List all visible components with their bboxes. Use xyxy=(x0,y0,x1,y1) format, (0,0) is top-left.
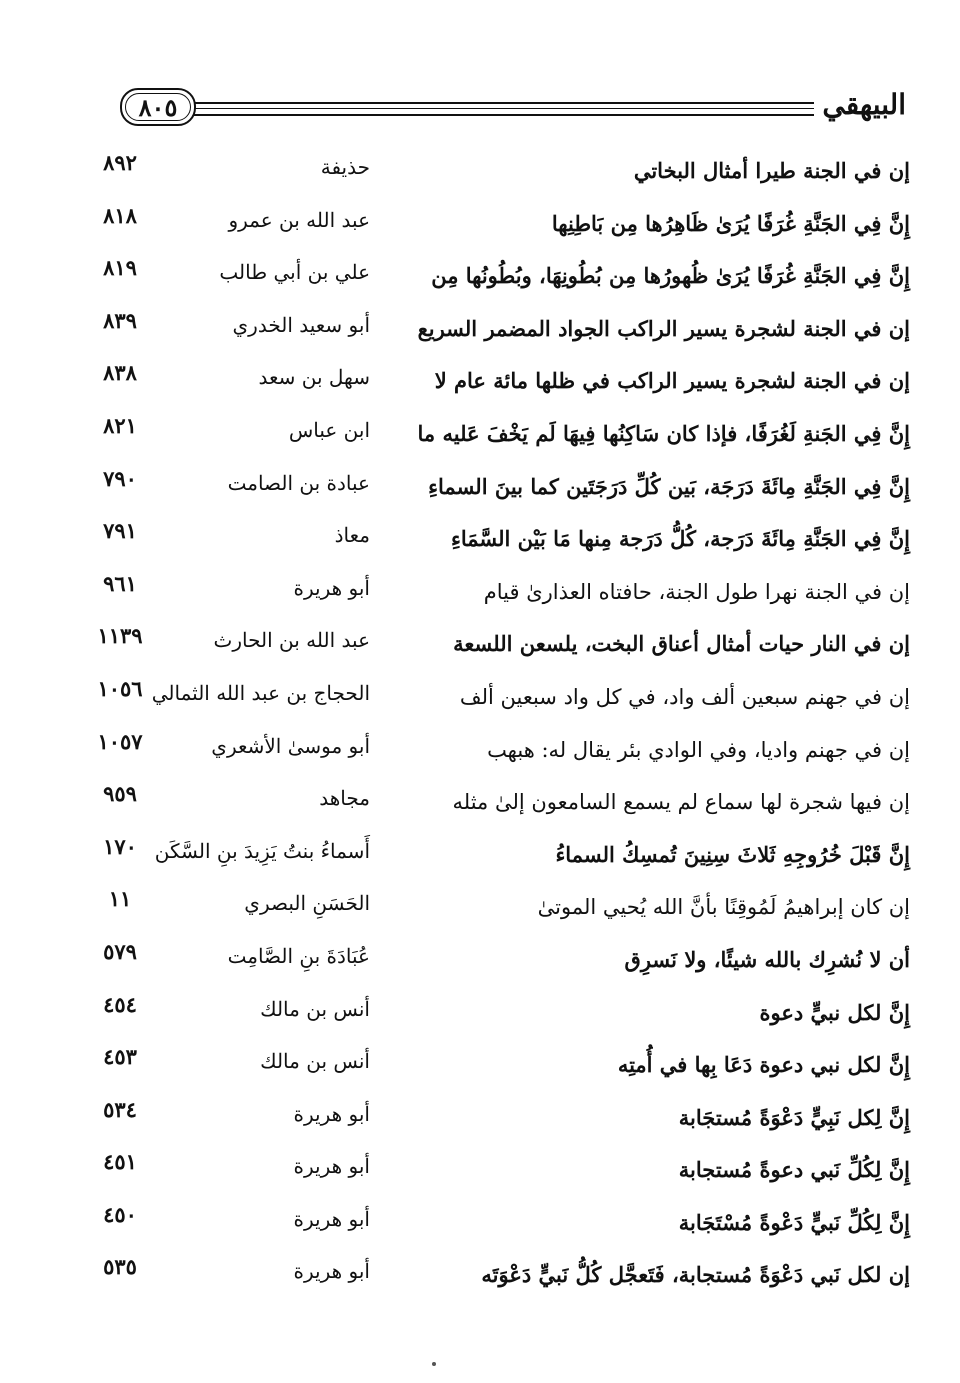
hadith-number: ٨١٩ xyxy=(103,255,137,281)
hadith-number: ٧٩١ xyxy=(103,518,137,544)
narrator-name: أبو سعيد الخدري xyxy=(232,312,370,337)
index-row xyxy=(60,466,910,519)
index-row xyxy=(60,413,910,466)
index-row xyxy=(60,781,910,834)
hadith-text: أن لا نُشرِك بالله شيئًا، ولا نَسرِق xyxy=(624,946,910,972)
index-row xyxy=(60,1097,910,1150)
hadith-number: ٨١٨ xyxy=(103,202,137,228)
hadith-text: إن في جهنم سبعين ألف واد، في كل واد سبعين ألف xyxy=(459,684,910,709)
narrator-name: الحجاج بن عبد الله الثمالي xyxy=(151,680,370,705)
hadith-text: إِنَّ فِي الجَنَّةِ مِائَةَ دَرَجَة، بَين كُلِّ دَرَجَتَين كما بينَ السماءِ xyxy=(428,473,910,499)
hadith-number: ٥٧٩ xyxy=(103,938,137,964)
header-rule xyxy=(194,102,814,104)
narrator-name: عُبَادَةَ بنِ الصَّامِت xyxy=(227,943,370,968)
hadith-number: ٤٥١ xyxy=(103,1149,137,1175)
hadith-number: ١٧٠ xyxy=(103,833,137,859)
hadith-text: إِنَّ لِكُلِّ نَبي دعوةً مُستجابة xyxy=(678,1157,910,1183)
hadith-text: إِنَّ فِي الجَنَّةِ مِائَةَ دَرَجة، كُلُّ دَرَجة مِنها مَا بَيْن السَّمَاءِ xyxy=(450,526,910,552)
hadith-text: إن في جهنم واديا، وفي الوادي بئر يقال له: هبهب xyxy=(487,737,910,762)
narrator-name: عبادة بن الصامت xyxy=(227,470,370,495)
header-rule xyxy=(194,108,814,109)
narrator-name: أبو موسىٰ الأشعري xyxy=(211,733,370,758)
index-row xyxy=(60,1149,910,1202)
index-row xyxy=(60,1254,910,1307)
index-row xyxy=(60,729,910,782)
page-number: ٨٠٥ xyxy=(120,88,196,126)
hadith-text: إن كان إبراهيمُ لَمُوقِنًا بأنَّ الله يُحيي الموتىٰ xyxy=(537,895,910,920)
hadith-text: إن في النار حيات أمثال أعناق البخت، يلسعن اللسعة xyxy=(453,631,910,657)
index-row xyxy=(60,150,910,203)
hadith-text: إن في الجنة لشجرة يسير الراكب في ظلها مائة عام لا xyxy=(434,368,910,394)
hadith-text: إِنَّ فِي الجَنَّةِ غُرَفًا يُرَىٰ ظَاهِرُها مِن بَاطِنِها xyxy=(551,210,910,236)
narrator-name: سهل بن سعد xyxy=(258,365,370,390)
hadith-text: إِنَّ لكل نبي دعوة دَعَا بِها في أُمتِه xyxy=(617,1052,910,1078)
hadith-number: ٥٣٤ xyxy=(103,1096,137,1122)
index-list xyxy=(60,150,910,1307)
hadith-text: إِنَّ فِي الجَنةِ لَغُرَفًا، فإذا كان سَاكِنُها فِيهَا لَم يَخْفَ عَليه ما xyxy=(417,420,910,446)
hadith-text: إن فيها شجرة لها سماع لم يسمع السامعون إلىٰ مثله xyxy=(452,790,910,815)
index-row xyxy=(60,571,910,624)
hadith-number: ٤٥٤ xyxy=(103,991,137,1017)
hadith-number: ٨٣٨ xyxy=(103,360,137,386)
hadith-number: ١٠٥٧ xyxy=(97,728,143,754)
hadith-text: إن في الجنة طيرا أمثال البخاتي xyxy=(633,158,910,183)
hadith-text: إِنَّ قَبْلَ خُرُوجِهِ ثَلاثَ سِنِينَ تُمسِكُ السماءُ xyxy=(555,841,910,867)
hadith-text: إن في الجنة نهرا طول الجنة، حافتاه العذارىٰ قيام xyxy=(483,579,910,604)
index-row xyxy=(60,886,910,939)
hadith-number: ١٠٥٦ xyxy=(97,675,143,701)
narrator-name: أنس بن مالك xyxy=(260,1049,370,1074)
hadith-number: ٨٣٩ xyxy=(103,307,137,333)
header-rule xyxy=(194,114,814,116)
hadith-text: إن لكل نَبي دَعْوَةً مُستجابة، فَتَعجَّل كُلُّ نَبيٍّ دَعْوَتَه xyxy=(481,1262,910,1288)
hadith-number: ٤٥٣ xyxy=(103,1044,137,1070)
narrator-name: أبو هريرة xyxy=(293,1259,370,1284)
index-row xyxy=(60,834,910,887)
hadith-text: إِنَّ لكل نبيٍّ دعوة xyxy=(759,999,910,1025)
index-row xyxy=(60,1202,910,1255)
narrator-name: حذيفة xyxy=(320,155,370,179)
narrator-name: أبو هريرة xyxy=(293,1101,370,1126)
hadith-text: إِنَّ فِي الجَنَّةِ غُرَفًا يُرَىٰ ظُهورُها مِن بُطُونِهَا، وبُطُونُها مِن xyxy=(431,263,910,289)
narrator-name: أَسماءُ بنتُ يَزِيدَ بنِ السَّكَن xyxy=(154,838,370,863)
narrator-name: علي بن أبي طالب xyxy=(219,260,370,285)
hadith-text: إن في الجنة لشجرة يسير الراكب الجواد المضمر السريع xyxy=(417,315,910,341)
index-row xyxy=(60,939,910,992)
index-row xyxy=(60,255,910,308)
narrator-name: عبد الله بن عمرو xyxy=(228,207,370,232)
hadith-number: ٨٢١ xyxy=(103,412,137,438)
hadith-number: ٤٥٠ xyxy=(103,1201,137,1227)
narrator-name: معاذ xyxy=(334,523,370,548)
running-title: البيهقي xyxy=(822,88,906,121)
narrator-name: عبد الله بن الحارث xyxy=(213,628,370,653)
page-mark xyxy=(432,1362,436,1366)
index-row xyxy=(60,360,910,413)
narrator-name: أبو هريرة xyxy=(293,1206,370,1231)
index-row xyxy=(60,518,910,571)
hadith-number: ٥٣٥ xyxy=(103,1254,137,1280)
index-row xyxy=(60,623,910,676)
hadith-number: ٨٩٢ xyxy=(103,150,137,175)
narrator-name: أبو هريرة xyxy=(293,1154,370,1179)
hadith-number: ٩٥٩ xyxy=(103,781,137,807)
index-row xyxy=(60,1044,910,1097)
index-row xyxy=(60,203,910,256)
narrator-name: أنس بن مالك xyxy=(260,996,370,1021)
hadith-text: إِنَّ لِكُلِّ نَبيٍّ دَعْوةً مُسْتَجَابة xyxy=(678,1209,910,1235)
hadith-number: ١١٣٩ xyxy=(97,623,143,649)
hadith-number: ٧٩٠ xyxy=(103,465,137,491)
narrator-name: مجاهد xyxy=(319,786,370,811)
hadith-number: ٩٦١ xyxy=(103,570,137,596)
page-header xyxy=(110,88,906,138)
index-row xyxy=(60,676,910,729)
narrator-name: الحَسَنِ البصري xyxy=(244,891,370,916)
hadith-number: ١١ xyxy=(108,886,132,912)
narrator-name: أبو هريرة xyxy=(293,575,370,600)
hadith-text: إِنَّ لِكل نَبِيٍّ دَعْوَةً مُستجَابة xyxy=(678,1104,910,1130)
narrator-name: ابن عباس xyxy=(288,417,370,442)
index-row xyxy=(60,992,910,1045)
index-row xyxy=(60,308,910,361)
